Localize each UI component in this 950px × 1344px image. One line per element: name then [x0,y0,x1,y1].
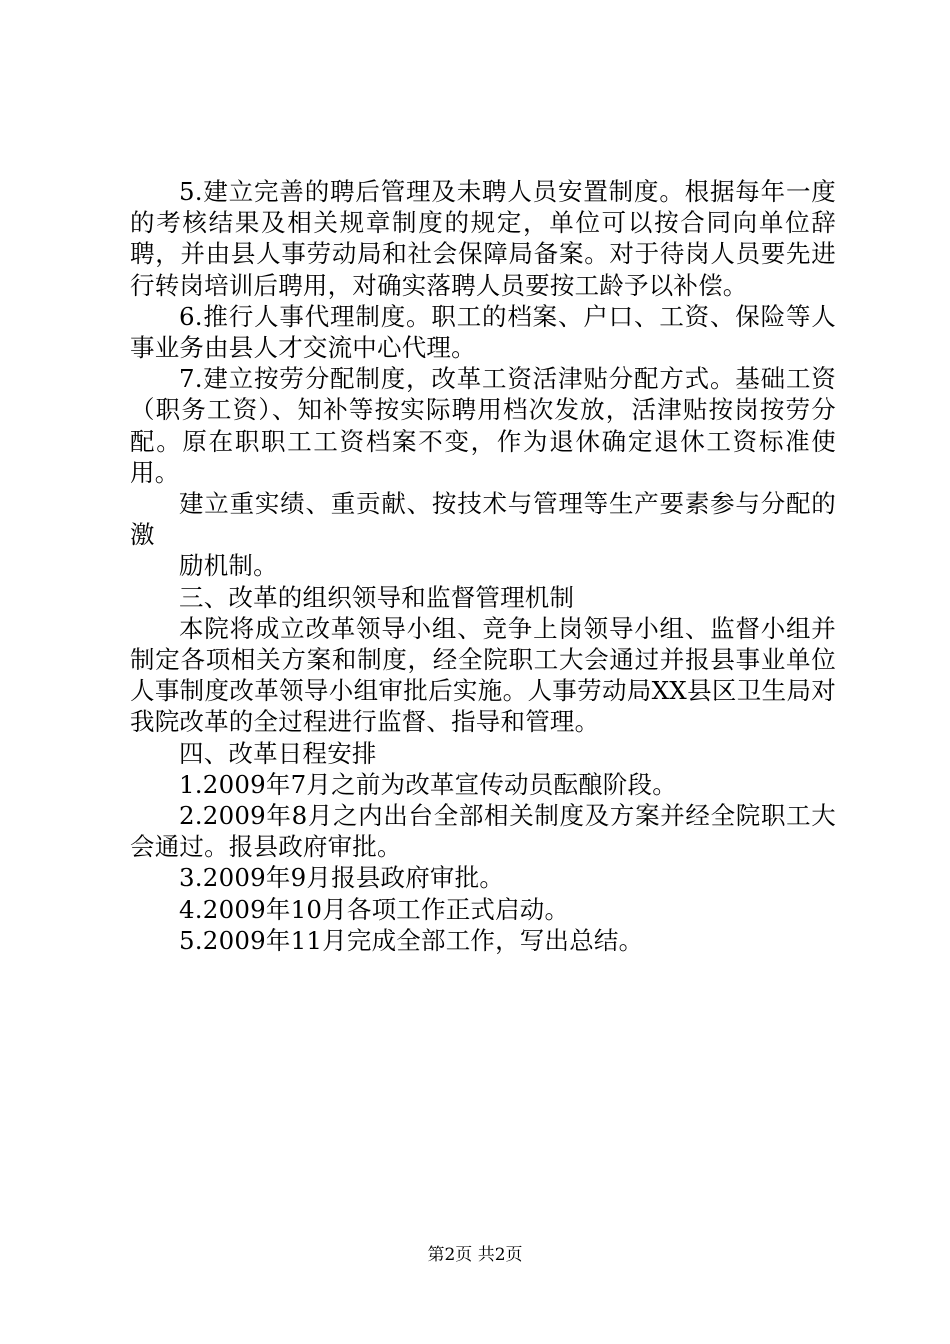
section-heading-4: 四、改革日程安排 [179,738,377,768]
section-heading-3: 三、改革的组织领导和监督管理机制 [179,582,575,612]
schedule-item-3: 3.2009年9月报县政府审批。 [179,863,505,893]
paragraph-6-personnel-agency: 6.推行人事代理制度。职工的档案、户口、工资、保险等人事业务由县人才交流中心代理。 [130,301,836,363]
page-footer: 第2页 共2页 [427,1245,523,1265]
paragraph-7-distribution-system: 7.建立按劳分配制度，改革工资活津贴分配方式。基础工资（职务工资）、知补等按实际聘用档次发放，活津贴按岗按劳分配。原在职职工工资档案不变，作为退休确定退休工资标准使用。 [130,364,836,487]
paragraph-incentive-mechanism-end: 励机制。 [179,551,278,581]
schedule-item-2: 2.2009年8月之内出台全部相关制度及方案并经全院职工大会通过。报县政府审批。 [130,801,836,862]
paragraph-leadership-groups: 本院将成立改革领导小组、竞争上岗领导小组、监督小组并制定各项相关方案和制度，经全院职工大会通过并报县事业单位人事制度改革领导小组审批后实施。人事劳动局XX县区卫生局对我院改革的全过程进行监督、指导和管理。 [130,613,836,737]
schedule-item-1: 1.2009年7月之前为改革宣传动员酝酿阶段。 [179,769,677,799]
paragraph-5-post-hire-management: 5.建立完善的聘后管理及未聘人员安置制度。根据每年一度的考核结果及相关规章制度的规定，单位可以按合同向单位辞聘，并由县人事劳动局和社会保障局备案。对于待岗人员要先进行转岗培训后聘用，对确实落聘人员要按工龄予以补偿。 [130,177,836,300]
paragraph-incentive-mechanism: 建立重实绩、重贡献、按技术与管理等生产要素参与分配的激 [130,489,836,550]
schedule-item-5: 5.2009年11月完成全部工作，写出总结。 [179,925,644,955]
document-body [130,176,836,956]
schedule-item-4: 4.2009年10月各项工作正式启动。 [179,894,570,924]
